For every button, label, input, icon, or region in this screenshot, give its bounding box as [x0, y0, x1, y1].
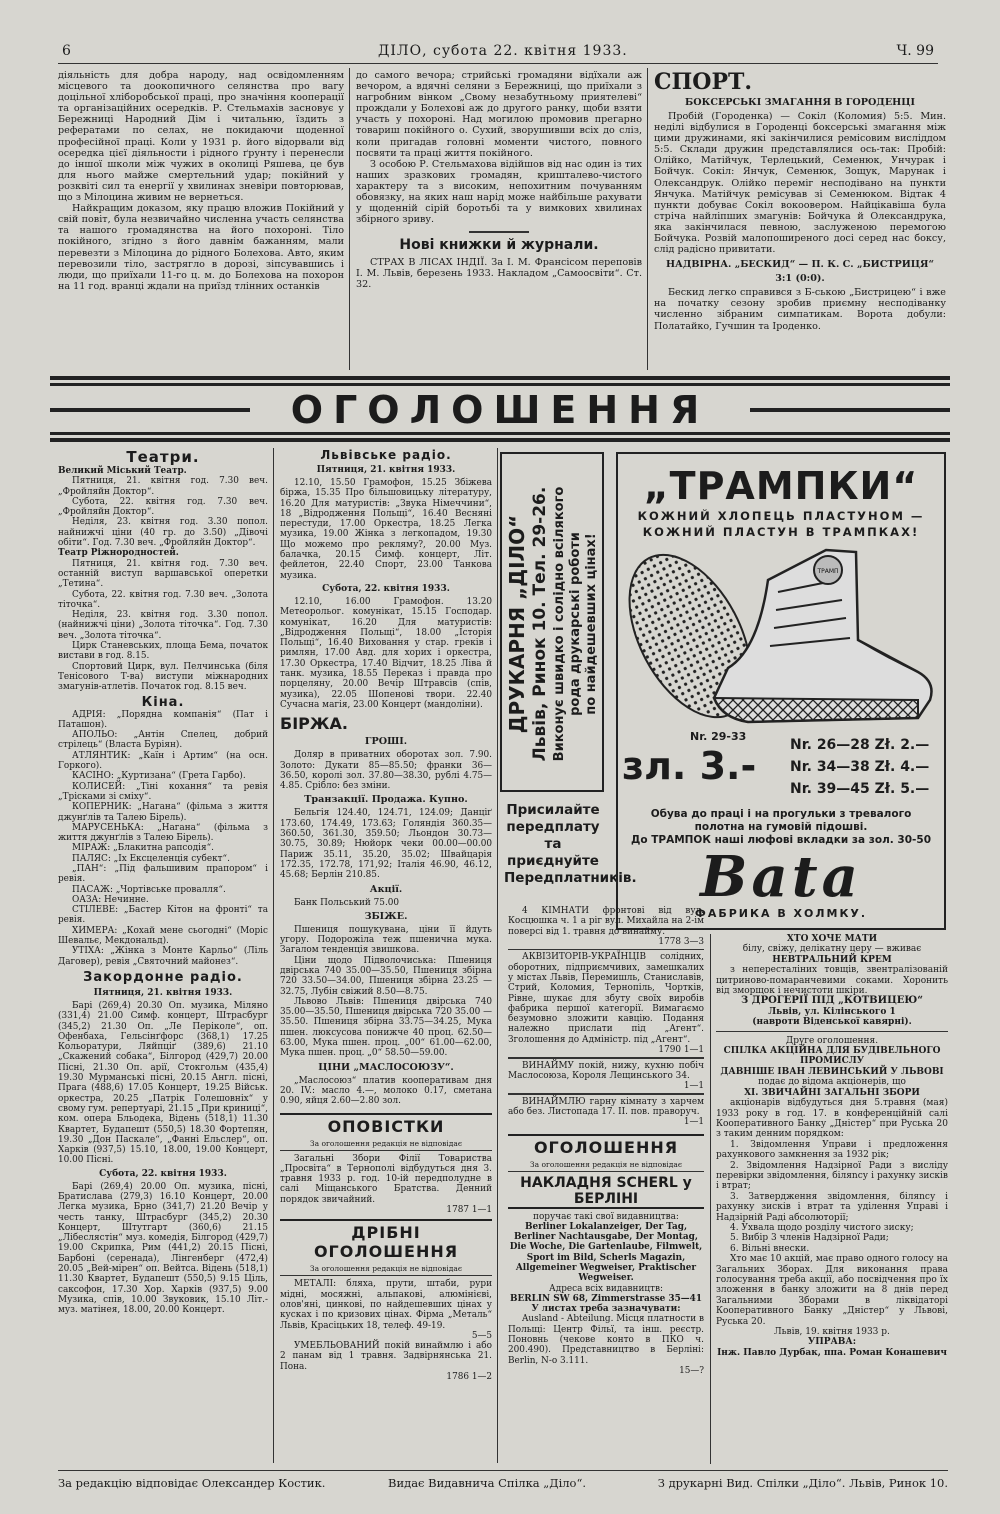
- ad-code: 1—1: [683, 1081, 704, 1092]
- obituary-column-1: [58, 70, 344, 370]
- price-main: зл. 3.-: [622, 744, 757, 788]
- cinema-item: КОПЕРНИК: „Нагана“ (фільма з життя джунґлів та Талею Бірель).: [58, 802, 268, 823]
- cinema-item: АПОЛЬО: „Антін Спелец, добрий стрілець“ (Власта Буріян).: [58, 730, 268, 751]
- trampky-desc: До ТРАМПОК наші люфові вкладки за зол. 30-50: [630, 834, 932, 846]
- theatre-item: Театр Ріжнородностей.: [58, 548, 179, 559]
- banner-stripes-top: [50, 376, 950, 386]
- dribni-text: УМЕБЛЬОВАНИЙ покій винаймлю і або 2 панам від 1 травня. Задвірнянська 21. Пона.: [280, 1341, 492, 1372]
- theatre-item: Неділя, 23. квітня год. 3.30 попол. найнижчі ціни (40 гр. до 3.50) „Дівочі обіти“. Год. 7.30 веч. „Фройляйн Доктор“.: [58, 517, 268, 549]
- footer-editor: За редакцію відповідає Олександер Костик.: [58, 1476, 326, 1490]
- theatres-title: Театри.: [126, 448, 200, 466]
- trampky-title: „ТРАМПКИ“: [643, 464, 919, 508]
- cinema-item: АДРІЯ: „Порядна компанія“ (Пат і Паташон).: [58, 709, 268, 730]
- printing-house-name: ДРУКАРНЯ „ДІЛО“: [505, 514, 529, 734]
- price-item: Nr. 34—38 Zł. 4.—: [790, 759, 930, 775]
- books-text: СТРАХ В ЛІСАХ ІНДІЇ. За І. М. Франсісом переповів І. М. Львів, березень 1933. Накладом „Самоосвіти“. Ст. 32.: [356, 256, 642, 290]
- page-header: [58, 40, 938, 64]
- dribni-title: ДРІБНІ ОГОЛОШЕННЯ: [280, 1219, 492, 1261]
- ads-column-1: [58, 448, 268, 1466]
- scherl-address-label: Адреса всіх видавництв:: [549, 1283, 663, 1294]
- cinema-item: МІРАЖ: „Блакитна рапсодія“.: [72, 843, 214, 854]
- cinema-item: КОЛИСЕЙ: „Тіні кохання“ та ревія „Трісками зі сміху“.: [58, 781, 268, 802]
- theatre-item: Пятниця, 21. квітня год. 7.30 веч. останній виступ варшавської оперетки „Тетина“.: [58, 558, 268, 590]
- agenda-item: 6. Вільні внески.: [730, 1243, 810, 1254]
- birzha-text: Бельгія 124.40, 124.71, 124.09; Данціґ 173.60, 174.49, 173.63; Голяндія 360.35—360.50, 361.30, 359.50; Льондон 30.73—30.75, 30.89; Нюйорк чеки 00.00—00.00 Париж 35.11, 35.20, 35.02; Швайцарія 172.35, 172.78, 171,92; Італія 46.90, 46.12, 45.68; Берлін 210.85.: [280, 808, 492, 881]
- opov-title: ОПОВІСТКИ: [280, 1113, 492, 1136]
- trampky-ad: [616, 452, 946, 930]
- bata-logo: Bata: [700, 844, 862, 910]
- theatre-item: Цирк Станевських, площа Бема, початок вистави в год. 8.15.: [58, 641, 268, 662]
- sneaker-illustration: [618, 540, 944, 730]
- cinema-item: СТІЛЕВЕ: „Бастер Кітон на фронті“ та ревія.: [58, 905, 268, 926]
- subscribe-text: Присилайте передплату та приєднуйте Передплатників.: [504, 802, 637, 886]
- trampky-desc: Обува до праці і на прогульки з тревалого полотна на гумовій підошві.: [650, 808, 912, 833]
- price-item: Nr. 39—45 Zł. 5.—: [790, 781, 930, 797]
- cream-line: білу, свіжу, делікатну церу — вживає: [742, 944, 922, 955]
- theatre-item: Субота, 22. квітня год. 7.30 веч. „Фройляйн Доктор“.: [58, 496, 268, 518]
- other-heading: СПІЛКА АКЦІЙНА ДЛЯ БУДІВЕЛЬНОГО ПРОМИСЛУ: [723, 1046, 941, 1067]
- ad-code: 15—?: [679, 1365, 704, 1376]
- scherl-address: BERLIN SW 68, Zimmerstrasse 35—41: [509, 1293, 702, 1304]
- ad-code: 1786 1—2: [446, 1372, 492, 1382]
- price-item: Nr. 26—28 Zł. 2.—: [790, 737, 930, 753]
- small-ad: ВИНАЙМЛЮ гарну кімнату з харчем або без. Листопада 17. II. пов. праворуч.: [508, 1096, 704, 1117]
- agenda-item: 2. Звідомлення Надзірної Ради з висліду перевірки звідомлення, біляncу і рахунку зисків і втрат;: [716, 1160, 948, 1192]
- birzha-sub: ЦІНИ „МАСЛОСОЮЗУ“.: [318, 1061, 454, 1073]
- factory-name: ФАБРИКА В ХОЛМКУ.: [694, 907, 868, 920]
- dribni-text: МЕТАЛІ: бляха, прути, штаби, рури мідні, мосяжні, альпакові, алюмінієві, олов'яні, цинкові, по найдешевших цінах у кусках і по кризових цінах. Фірма „Металь“ Львів, Красіцьких 18, телеф. 49-19.: [280, 1279, 492, 1331]
- sneaker-badge: ТРАМП: [817, 568, 839, 575]
- ads-banner-title: ОГОЛОШЕННЯ: [290, 388, 710, 432]
- cinema-item: ПАСАЖ: „Чортівське провалля“.: [72, 884, 226, 895]
- opov-note: За оголошення редакція не відповідає: [280, 1139, 492, 1151]
- other-heading: подає до відома акціонерів, що: [758, 1077, 906, 1088]
- ad-code: 5—5: [471, 1330, 492, 1341]
- obituary-column-2: [356, 70, 642, 370]
- trampky-slogan: КОЖНИЙ ХЛОПЕЦЬ ПЛАСТУНОМ —: [637, 509, 925, 523]
- radio-day: Субота, 22. квітня 1933.: [99, 1168, 227, 1179]
- birzha-text: Доляр в приватних оборотах зол. 7.90. Золото: Дукати 85—85.50; франки 36—36.50, королі зол. 37.80—38.30, рублі 4.75—4.85. Срібло: без зміни.: [280, 750, 492, 792]
- birzha-text: Пшениця пошукувана, ціни її йдуть угору. Подорожіла теж пшенична мука. Загалом тенденція звишкова.: [280, 924, 492, 956]
- printing-house-ad: [500, 452, 604, 792]
- cream-line: ХТО ХОЧЕ МАТИ: [786, 934, 878, 944]
- cream-line: Львів, ул. Кілінського 1: [768, 1006, 896, 1017]
- trampky-slogan: КОЖНИЙ ПЛАСТУН В ТРАМПКАХ!: [642, 525, 920, 539]
- small-ad: АКВІЗИТОРІВ-УКРАЇНЦІВ солідних, оборотних, підприємчивих, замешкалих у містах Львів, Перемишль, Станиславів, Стрий, Коломия, Тернопіль, Чортків, Рівне, шукає для збуту своїх виробів фабрика першої категорії. Вимагаємо безумовно зложити кавцію. Подання належно прислати під „Агент“. Зголошення до Адміністр. під „Агент“.: [508, 952, 704, 1045]
- ad-code: 1787 1—1: [446, 1205, 492, 1216]
- dribni-note: За оголошення редакція не відповідає: [280, 1264, 492, 1276]
- scherl-text: Ausland - Abteilung. Місця платности в Польщі: Центр Фільї, та інш. реєстр. Поновнь (чекове конто в ПКО ч. 200.490). Представництво в Берліні: Berlin, N-o 3.111.: [508, 1314, 704, 1366]
- cinema-item: УТІХА: „Жінка з Монте Карльо“ (Ліль Даговер), ревія „Святочний майонез“.: [58, 946, 268, 967]
- radio-day: Пятниця, 21. квітня 1933.: [316, 465, 456, 475]
- books-title: Нові книжки й журнали.: [399, 236, 599, 253]
- obituary-paragraph: діяльність для добра народу, над освідомленням місцевого та доокопичного селянства про вагу доцільної хліборобської праці, про значіння кооперації та організаційних осередків. Р. Стельмахів засновує у Бережниці Народний Дім і читальню, їздить з рефератами по селах, не покидаючи щоденної професійної праці. Коли у 1931 р. його відорвали від осередка цієї діяльности і рідного ґрунту і перенесли до іншої школи між чужих в околиці Ряшева, це був для нього майже смертельний удар; покійний у розквіті сил та енергії у хвилинах зневіри повторював, що з Мілоцина живим не вернеться.: [58, 70, 344, 204]
- obituary-paragraph: до самого вечора; стрийські громадяни відїхали аж вечором, а вдячні селяни з Бережниці, що приїхали з нагробним вінком „Свому незабутньому приятелеві“ прождали у Болехові аж до другого ранку, щоби взяти участь у похороні. Над могилою промовив прегарно товариш покійного о. Сухий, зворушивши всіх до сліз, коли пригадав головні моменти чистого, повного посвяти та праці життя покійного.: [356, 70, 642, 159]
- cinema-title: Кіна.: [141, 694, 185, 710]
- other-heading: ДАВНІШЕ ІВАН ЛЕВИНСЬКИЙ У ЛЬВОВІ: [720, 1066, 944, 1077]
- obituary-paragraph: Найкращим доказом, яку працю вложив Покійний у свій повіт, була незвичайно численна участь селянства та нашого громадянства на його похороні. Тіло покійного, згідно з його давнім бажанням, мали перевезти з Мілоцина до рідного Болехова. Авто, яким перевозили тіло, застрягло в дорозі, зіпсувавшись і люди, що приїхали 11-го ц. м. до Болехова на похорон на 11 год. вранці ждали на приїзд тлінних останків: [58, 203, 344, 292]
- birzha-text: Львово Львів: Пшениця двірська 740 35.00—35.50, Пшениця двірська 720 35.00 —35.50. Пшениця збірна 33.75—34.25, Мука пшен. люксусова понижче 40 проц. 62.50—63.00, Мука пшен. проц. „00“ 61.00—62.00, Мука пшен. проц. „0“ 58.50—59.00.: [280, 996, 492, 1059]
- price-list: [790, 734, 929, 800]
- other-date: Львів, 19. квітня 1933 р.: [774, 1327, 890, 1338]
- ogo2-note: За оголошення редакція не відповідає: [508, 1160, 704, 1172]
- other-signature-label: УПРАВА:: [807, 1337, 857, 1348]
- footer-publisher: Видає Видавнича Спілка „Діло“.: [388, 1476, 587, 1490]
- printing-house-text: рода друкарські роботи: [568, 532, 583, 716]
- cinema-item: „ПАН“: „Під фальшивим прапором“ і ревія.: [58, 863, 268, 885]
- sport-score: 3:1 (0:0).: [775, 273, 825, 285]
- sport-column: [654, 70, 946, 370]
- cream-line: З ДРОГЕРІЇ ПІД „КОТВИЦЕЮ“: [740, 995, 923, 1007]
- paper-title: ДІЛО, субота 22. квітня 1933.: [378, 43, 628, 59]
- scherl-pay-label: У листах треба зазначувати:: [531, 1304, 681, 1315]
- ads-column-4: [716, 934, 948, 1466]
- sport-subtitle: БОКСЕРСЬКІ ЗМАГАННЯ В ГОРОДЕНЦІ: [685, 97, 915, 108]
- cinema-item: КАСІНО: „Куртизана“ (Грета Гарбо).: [72, 771, 246, 782]
- printing-house-address: Львів, Ринок 10. Тел. 29-26.: [530, 486, 550, 762]
- cinema-item: МАРУСЕНЬКА: „Нагана“ (фільма з життя джунґлів з Талею Бірель).: [58, 822, 268, 844]
- agenda-item: 1. Звідомлення Управи і предложення рахункового замкнення за 1932 рік;: [716, 1139, 948, 1161]
- small-ad: ВИНАЙМУ покій, нижу, кухню побіч Маслосоюза, Короля Лещинського 34.: [508, 1060, 704, 1081]
- theatre-item: Неділя, 23. квітня год. 3.30 попол. (найнижчі ціни) „Золота тіточка“. Год. 7.30 веч. „Золота тіточка“.: [58, 610, 268, 641]
- lviv-radio-title: Львівське радіо.: [320, 448, 452, 462]
- agenda-item: 3. Затвердження звідомлення, біляncу і рахунку зисків і втрат та уділення Управі і Надзірній Раді абсолюторії;: [716, 1191, 948, 1223]
- cream-ad: [716, 934, 948, 1032]
- cinema-item: ХИМЕРА: „Кохай мене сьогодні“ (Моріс Шевальє, Мекдональд).: [58, 925, 268, 947]
- radio-programme: Барі (269,4) 20.30 Оп. музика, Міляно (331,4) 21.00 Симф. концерт, Штрасбург (345,2) 21.30 Оп. „Ле Періколе“, оп. Офенбаха, Гельсінґфорс (368,1) 17.25 Кольоратури, Ляйпціґ (389,6) 21.10 „Скажений собака“, Білгород (429,7) 20.00 Пісні, 21.30 Оп. арії, Стокгольм (435,4) 19.30 Мурманські пісні, 20.15 Англ. пісні, Прага (488,6) 17.05 Концерт, 19.25 Військ. оркестра, 20.25 „Патрік Голешовніх“ у свому гум. репертуарі, 21.15 „При криниці“, ком. опера Бльодека, Відень (518,1) 11.30 Квартет, Будапешт (550,5) 18.30 Фортепян, 19.30 „Дон Паскале“, „Фанні Ельслер“, оп. Харків (937,5) 15.10, 18.00, 19.00 Концерт, 10.00 Пісні.: [58, 1000, 268, 1166]
- cinema-item: ПАЛЯС: „Іх Ексцеленція субект“.: [72, 853, 230, 864]
- cream-line: НЕВТРАЛЬНИЙ КРЕМ: [772, 954, 892, 965]
- other-title: Друге оголошення.: [785, 1035, 879, 1046]
- cinema-item: АТЛЯНТИК: „Каїн і Артим“ (на осн. Горкого).: [58, 750, 268, 772]
- cream-line: (навроти Віденської кавярні).: [752, 1017, 912, 1028]
- other-text: акціонарів відбудуться дня 5.травня (мая) 1933 року в год. 17. в конференційній салі Кооперативного Банку „Дністер“ при Руська 20 з таким денним порядком:: [716, 1098, 948, 1140]
- other-heading: XI. ЗВИЧАЙНІ ЗАГАЛЬНІ ЗБОРИ: [744, 1087, 920, 1098]
- birzha-text: „Маслосоюз“ платив кооперативам дня 20. IV.: масло 4.—, молоко 0.17, сметана 0.90, яйця 2.60—2.80 зол.: [280, 1075, 492, 1107]
- ad-code: 1790 1—1: [658, 1045, 704, 1056]
- page-footer: [58, 1470, 948, 1496]
- other-signature: Інж. Павло Дурбак, ппа. Роман Конашевич: [717, 1347, 947, 1358]
- issue-number: Ч. 99: [896, 43, 934, 59]
- birzha-text: Ціни щодо Підволочиська: Пшениця двірська 740 35.00—35.50, Пшениця збірна 720 33.50—34.00, Пшениця збірна 23.25 —32.75, Лубін свіжий 8.50—8.75.: [280, 955, 492, 997]
- price-size-main: Nr. 29-33: [690, 730, 747, 743]
- theatre-item: Великий Міський Театр.: [58, 466, 187, 476]
- agenda-item: 5. Вибір 3 членів Надзірної Ради;: [730, 1233, 889, 1244]
- subscribe-ad: [504, 796, 637, 896]
- radio-programme: Барі (269,4) 20.00 Оп. музика, пісні, Братислава (279,3) 16.10 Концерт, 20.00 Легка музика, Брно (341,7) 21.20 Вечір у честь танку, Штрасбург (345,2) 20.30 Концерт, Штутгарт (360,6) 21.15 „Лібеслястін“ муз. комедія, Білгород (429,7) 19.00 Скрипка, Рим (441,2) 20.15 Пісні, Барбоні (серенада), Лінгенберг (472,4) 20.05 „Вей-мірен“ оп. Вейтса. Відень (518,1) 11.30 Квартет, Будапешт (550,5) 9.15 Ціль, саксофон, 17.30 Хор. Харків (937,5) 9.00 Музика, спів, 10.00 Звуковик, 15.10 Літ.-муз. матінея, 18.00, 20.00 Концерт.: [58, 1181, 268, 1316]
- radio-day: Субота, 22. квітня 1933.: [322, 583, 450, 594]
- trampky-prices: [618, 730, 944, 808]
- radio-day: Пятниця, 21. квітня 1933.: [93, 987, 233, 998]
- birzha-sub: Транзакції. Продажа. Купно.: [304, 794, 468, 806]
- opov-text: Загальні Збори Філії Товариства „Просвіта“ в Тернополі відбудуться дня 3. травня 1933 р. год. 10-ій передполудне в салі Міщанського Братства. Денний порядок звичайний.: [280, 1153, 492, 1205]
- banner-stripes-bottom: [50, 432, 950, 442]
- sport-text: Пробій (Городенка) — Сокіл (Коломия) 5:5. Мин. неділі відбулися в Городенці боксерські змагання між цими дружинами, які закінчилися ремісовим висліддом 5:5. Склади дружин представлялися ось-так: Пробій: Олійко, Матійчук, Терлецький, Семенюк, Унчурак і Бойчук. Сокіл: Янчук, Семенюк, Зощук, Марунак і Олександрук. Олійко переміг несподівано на пункти Янчука. Матійчук ремісував зі Семенюком. Відтак 4 пункти добуває Сокіл вокоовером. Найцікавіша була стріча найліпших змагунів: Бойчука й Олександрука, яка закінчилася певною, заслуженою перемогою Бойчука. Розвій малопоширеного досі серед нас боксу, слід радісно привитати.: [654, 111, 946, 256]
- other-text: Хто має 10 акцій, має право одного голосу на Загальних Зборах. Для виконання права голосування треба акції, або посвідчення про їх зложення в банку зложити на 8 днів перед Загальними Зборами в ліквідаторі Кооперативного Банку „Дністер“ у Львові, Руська 20.: [716, 1254, 948, 1327]
- sport-subtitle-2: НАДВІРНА. „БЕСКИД“ — П. К. С. „БИСТРИЦЯ“: [665, 259, 935, 271]
- birzha-sub: ЗБІЖЕ.: [364, 910, 408, 922]
- scherl-lead: поручає такі свої видавництва:: [533, 1211, 679, 1222]
- sport-text-2: Бескид легко справився з Б-ською „Бистрицею“ і вже на початку сезону зробив приємну несподіванку численно зібраним симпатикам. Ворота добули: Полатайко, Гучшин та Іроденко.: [654, 287, 946, 332]
- cinema-item: ОАЗА: Нечинне.: [72, 894, 149, 905]
- birzha-title: БІРЖА.: [280, 714, 348, 734]
- theatre-item: Субота, 22. квітня год. 7.30 веч. „Золота тіточка“.: [58, 589, 268, 610]
- agenda-item: 4. Ухвала щодо розділу чистого зиску;: [730, 1222, 914, 1233]
- theatre-item: Спортовий Цирк, вул. Пелчинська (біля Тенісового Т-ва) виступи міжнародних змагунів-атлетів. Початок год. 8.15 веч.: [58, 661, 268, 693]
- cream-line: з непересталіних товщів, звентралізованій цитриново-помаранчевими соками. Хоронить від зморщок і нечистоти шкіри.: [716, 965, 948, 997]
- foreign-radio-title: Закордонне радіо.: [83, 969, 243, 985]
- small-ad: 4 КІМНАТИ фронтові від вул. Косцюшка ч. 1 а ріг вул. Михайла на 2-ім поверсі від 1. травня до винайму.: [508, 906, 704, 937]
- radio-programme: 12.10, 16.00 Грамофон. 13.20 Метеорольог. комунікат, 15.15 Господар. комунікат, 16.20 Для матуристів: „Відродження Польщі“, 18.00 „Історія Польщі“, 16.40 Виховання у стар. греків і римлян, 17.00 Авд. для хорих і оркестра, 17.30 Оркестра, 17.40 Відчит, 18.25 Ліва й танк. музика, 18.55 Переказ і правда про порцеляну, 20.00 Вечір Штравсів (спів, музика), 22.05 Шопенові твори. 22.40 Сучасна магія, 23.00 Концерт (мандоліни).: [280, 596, 492, 710]
- ad-code: 1778 3—3: [658, 936, 704, 947]
- sport-title: СПОРТ.: [654, 69, 753, 95]
- ads-column-3: [508, 906, 704, 1468]
- birzha-sub: ГРОШІ.: [364, 736, 408, 748]
- page-number: 6: [62, 43, 71, 59]
- ogo2-title: ОГОЛОШЕННЯ: [508, 1134, 704, 1157]
- theatre-item: Пятниця, 21. квітня год. 7.30 веч. „Фройляйн Доктор“.: [58, 476, 268, 497]
- scherl-list: Berliner Lokalanzeiger, Der Tag, Berliner Nachtausgabe, Der Montag, Die Woche, Die Gartenlaube, Filmwelt, Sport im Bild, Scherls Magazin, Allgemeiner Wegweiser, Praktischer Wegweiser.: [509, 1221, 703, 1284]
- printing-house-text: Виконує швидко і солідно всілякого: [552, 486, 567, 762]
- printing-house-text: по найдешевших цінах!: [584, 533, 599, 715]
- scherl-title: НАКЛАДНЯ SCHERL у БЕРЛІНІ: [508, 1175, 704, 1209]
- obituary-paragraph: З особою Р. Стельмахова відійшов від нас один із тих наших зразкових громадян, кришталево-чистого характеру та з високим, непохитним почуванням обовязку, на яких наш нарід може найбільше рахувати у щоденній сірій боротьбі та у вимкових хвилинах збірного зриву.: [356, 158, 642, 226]
- birzha-sub: Акції.: [369, 883, 403, 895]
- radio-programme: 12.10, 15.50 Грамофон, 15.25 Збіжева біржа, 15.35 Про більшовицьку літературу, 16.20 Для матуристів: „Звука Німеччини“, 18 „Відродження Польщі“, 16.40 Весняні перестуди, 17.00 Оркестра, 18.25 Легка музика, 19.00 Жінка з легкопадом, 19.30 Що можемо про рекляму?, 20.00 Муз. балачка, 20.15 Симф. концерт, Літ. фейлетон, 22.40 Спорт, 23.00 Танкова музика.: [280, 478, 492, 581]
- ads-column-2: [280, 448, 492, 1466]
- birzha-text: Банк Польський 75.00: [294, 897, 400, 908]
- footer-printer: З друкарні Вид. Спілки „Діло“. Львів, Ринок 10.: [657, 1476, 948, 1490]
- ads-banner: [50, 388, 950, 432]
- ad-code: 1—1: [683, 1117, 704, 1128]
